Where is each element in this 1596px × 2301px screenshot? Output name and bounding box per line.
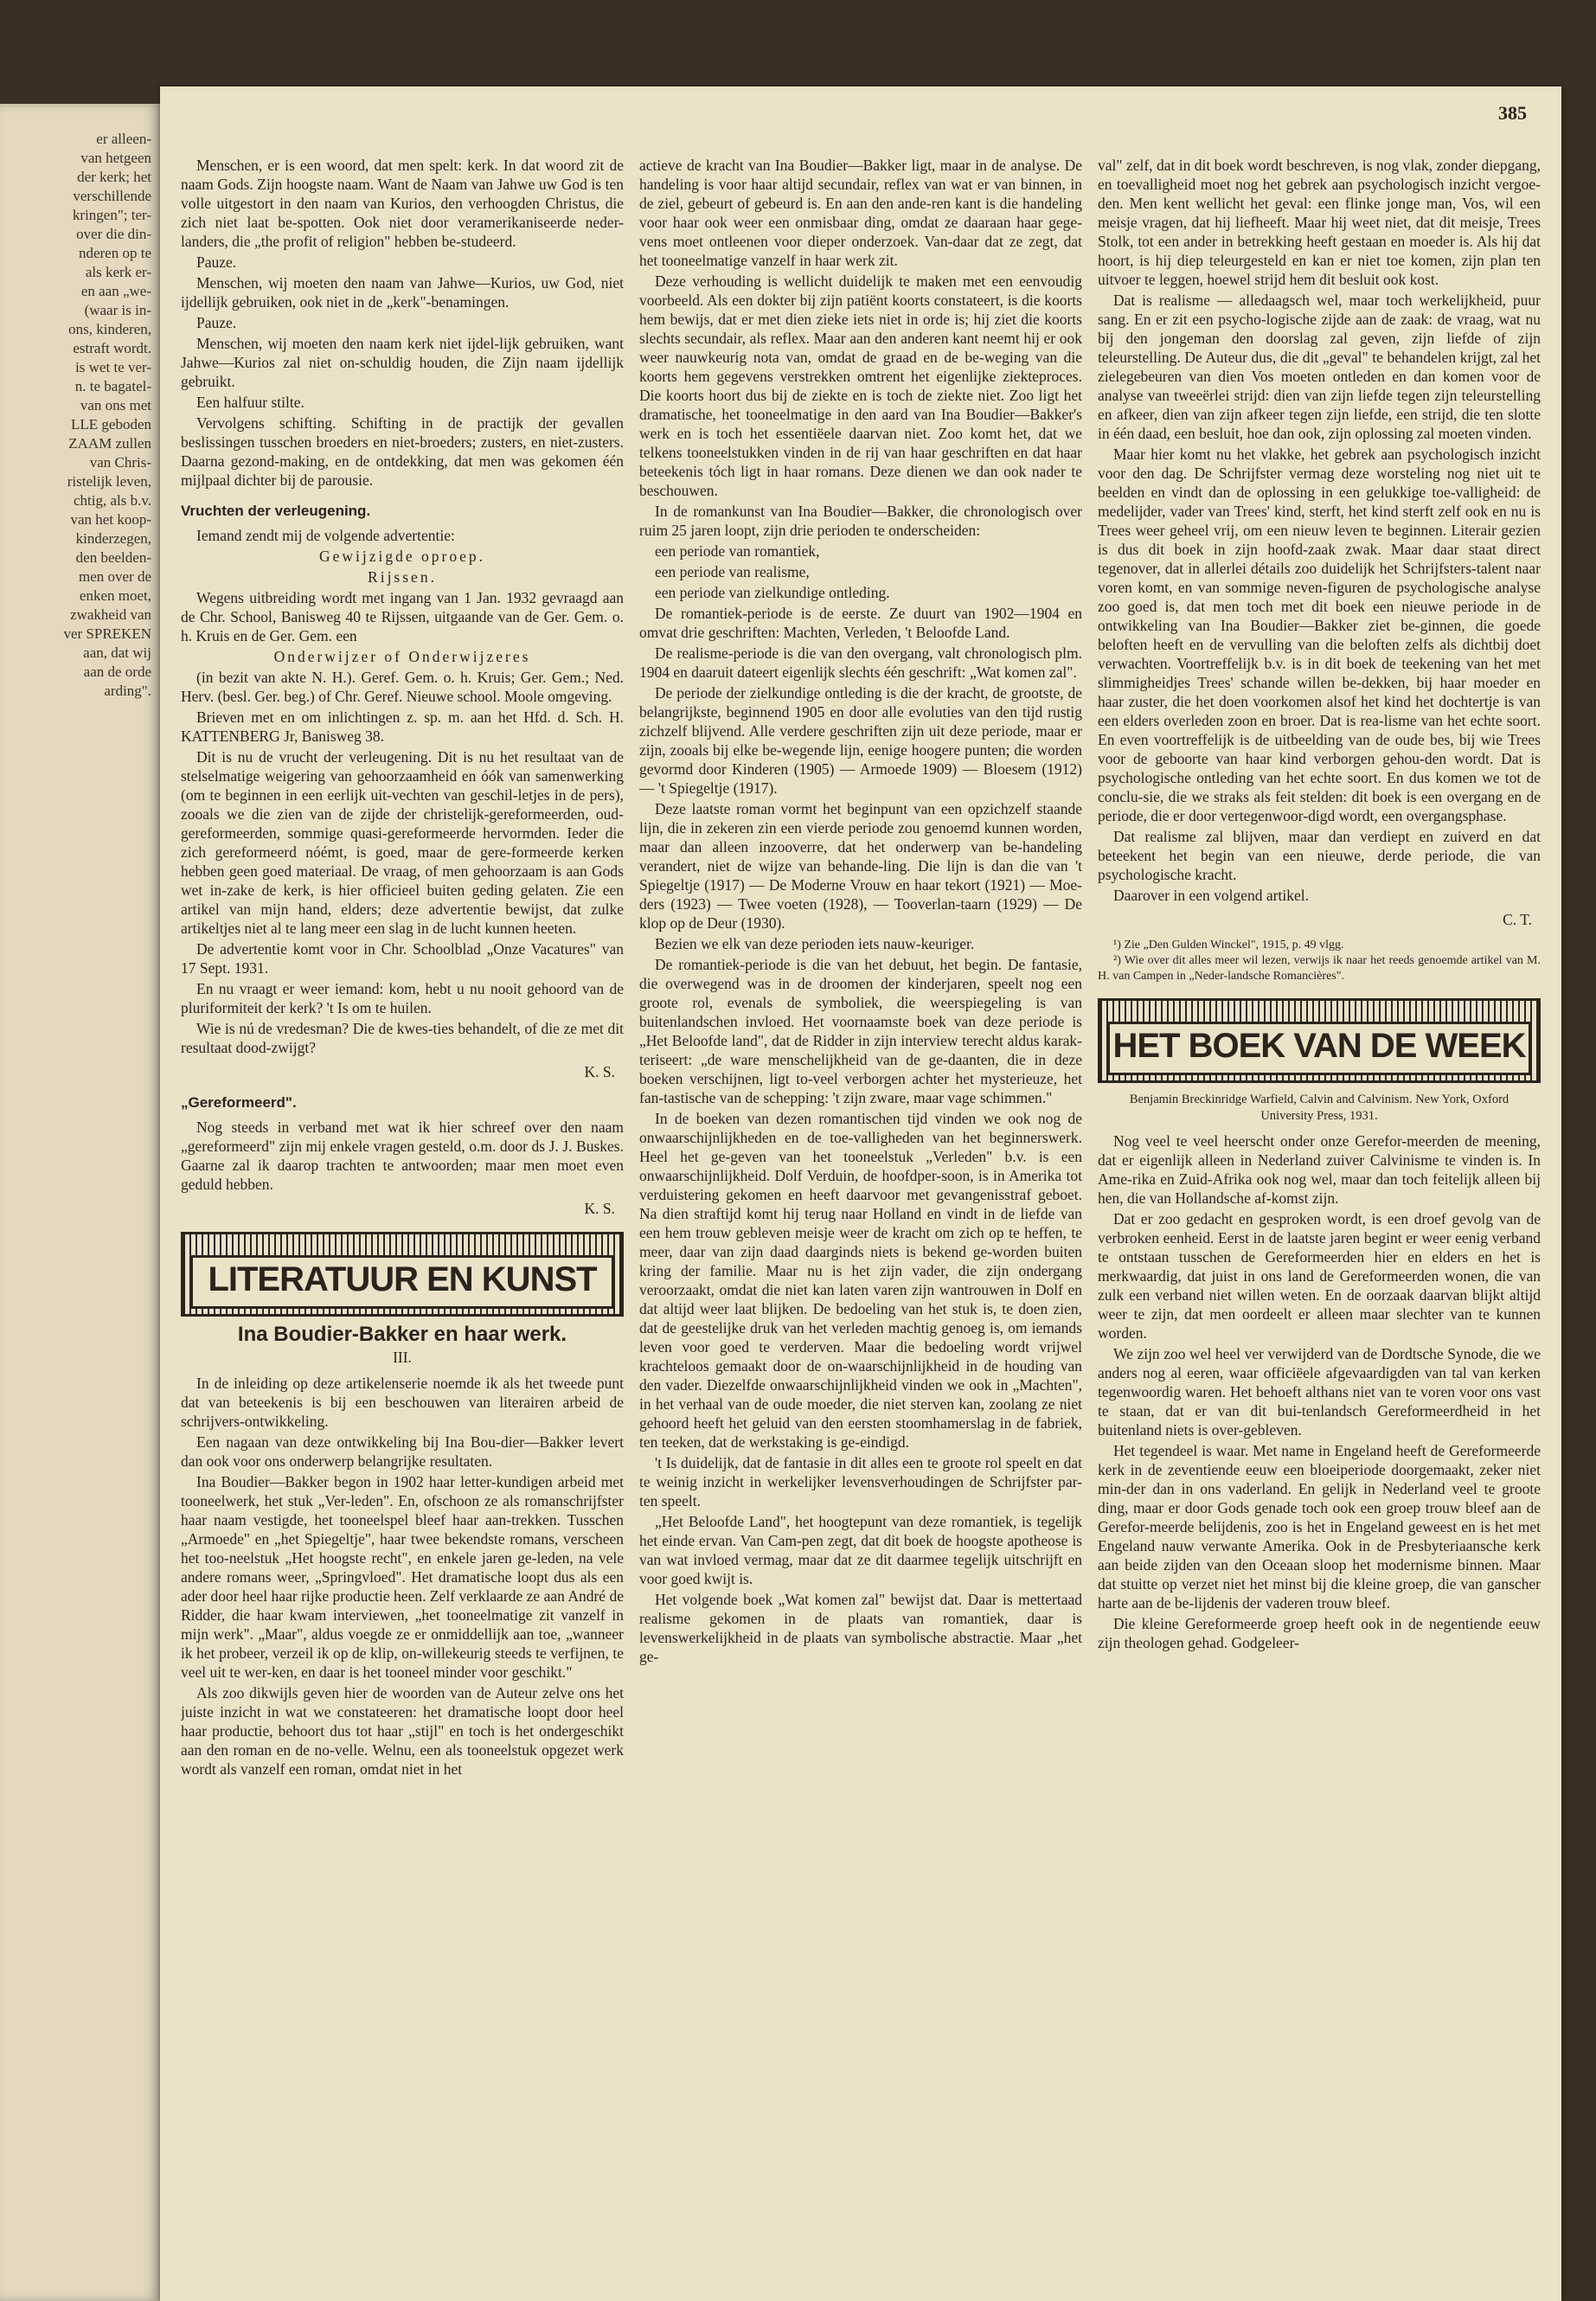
margin-fragment-line: arding". [104,683,151,699]
paragraph: Deze laatste roman vormt het beginpunt van een opzichzelf staande lijn, die in zekeren zin een vierde periode zou genoemd kunnen worden, maar dan alleen inzooverre, dat het onderwerp van be-handeling verandert, niet de wijze van behande-ling. Die lijn is dan die van 't Spiegeltje (1917) — De Moderne Vrouw en haar tekort (1921) — Moe-ders (1923) — Twee voeten (1928), — Tooverlan-taarn (1929) — De klop op de Deur (1930). [639,800,1082,932]
margin-fragments [0,104,160,701]
margin-fragment-line: nderen op te [78,245,151,261]
margin-fragment-line: men over de [78,568,151,585]
paragraph: Dat is realisme — alledaagsch wel, maar toch werkelijkheid, puur sang. En er zit een psycho-logische zijde aan de zaak: de vraag, wat nu bij den jongeman den doorslag zal geven, zijn liefde of zijn teleurstelling. De Auteur dus, die dit „geval" te behandelen krijgt, zal het zielegebeuren van dien Vos moeten ontleden en dan komen voor de analyse van tweeërlei strijd: dien van zijn liefde tegen zijn teleurstelling en afkeer, dien van zijn afkeer tegen zijn liefde, een strijd, die ten slotte in één daad, een besluit, hoe dan ook, zijn oplossing zal moeten vinden. [1098,292,1541,442]
margin-fragment-line: van ons met [80,397,151,413]
margin-fragment-line: enken moet, [79,587,151,604]
paragraph: Het volgende boek „Wat komen zal" bewijst dat. Daar is mettertaad realisme gekomen in de plaats van romantiek, daar is levenswerkelijkheid in de plaats van symbolische abstractie. Maar „het ge- [639,1591,1082,1665]
signature: K. S. [584,1200,615,1217]
paragraph: Menschen, wij moeten den naam kerk niet ijdel-lijk gebruiken, want Jahwe—Kurios zal niet on-schuldig houden, die Zijn naam ijdellijk gebruikt. [181,335,624,390]
paragraph: We zijn zoo wel heel ver verwijderd van de Dordtsche Synode, die we anders nog al eeren, waar officiëele afgevaardigden van tal van kerken tegenwoordig waren. Het behoeft althans niet van te voren voor ons vast te staan, dat er van dit bui-tenlandsch Gereformeerdheid in het buitenland niets is over-gebleven. [1098,1345,1541,1439]
margin-fragment-line: van het koop- [70,511,151,528]
paragraph: Bezien we elk van deze perioden iets nauw-keuriger. [655,935,975,952]
ad-heading: Gewijzigde oproep. [318,548,485,565]
margin-fragment-line: n. te bagatel- [74,378,151,394]
paragraph: Het tegendeel is waar. Met name in Engeland heeft de Gereformeerde kerk in de zeventiende eeuw een bloeiperiode doorgemaakt, zeker niet min-der dan in ons vaderland. En gelijk in Nederland veel te groote ding, maar er door Gods genade toch ook een groep trouw bleef aan de Gerefor-meerde belijdenis, zoo is het in Engeland geweest en is het met Engeland nauw verwante Amerika. Ook in de Presbyteriaansche kerk aan beide zijden van den Oceaan sloop het modernisme binnen. Maar dat stuitte op verzet niet het minst bij die kleine groep, die van ganscher harte aan de be-lijdenis der vaderen trouw bleef. [1098,1442,1541,1612]
paragraph: Pauze. [196,253,237,271]
paragraph: Die kleine Gereformeerde groep heeft ook in de negentiende eeuw zijn theologen gehad. Godgeleer- [1098,1615,1541,1651]
paragraph: val" zelf, dat in dit boek wordt beschreven, is nog vlak, zonder diepgang, en toevalligheid moet nog het gebrek aan psychologisch inzicht vergoe-den. Men kent wellicht het geval: een flinke jonge man, Vos, wil een meisje vragen, dat hij liefheeft. Maar hij weet niet, dat dit meisje, Trees Stolk, tot een ander in betrekking heeft gestaan en moeder is. Als hij dat hoort, is hij diep teleurgesteld en kan er niet toe komen, zijn plan ten uitvoer te leggen, hoewel strijd hem dit besluit ook kost. [1098,157,1541,288]
book-of-week-banner [1098,998,1541,1083]
paragraph: Een halfuur stilte. [196,394,304,411]
paragraph: Vervolgens schifting. Schifting in de practijk der gevallen beslissingen tusschen broeders en niet-broeders; zusters, en niet-zusters. Daarna gezond-making, en de ontdekking, dat men was gekomen één mijlpaal dichter bij de parousie. [181,414,624,489]
margin-fragment-line: is wet te ver- [75,359,151,375]
margin-fragment-line: ZAAM zullen [68,435,151,452]
margin-fragment-line: van Chris- [89,454,151,471]
article-numeral: III. [393,1349,412,1366]
margin-fragment-line: estraft wordt. [73,340,151,356]
paragraph: De realisme-periode is die van den overgang, valt chronologisch plm. 1904 en daaruit dateert eigenlijk slechts één geschrift: „Wat komen zal". [639,644,1082,681]
paragraph: Als zoo dikwijls geven hier de woorden van de Auteur zelve ons het juiste inzicht in wat we constateeren: het dramatische loopt door heel haar productie, behoort dus tot haar „stijl" en toch is het ondergeschikt aan den roman en de no-velle. Welnu, een als tooneelstuk opgezet werk wordt als vanzelf een roman, omdat niet in het [181,1684,624,1778]
list-item: een periode van romantiek, [655,542,820,560]
margin-fragment-line: ons, kinderen, [68,321,151,337]
ad-text: (in bezit van akte N. H.). Geref. Gem. o. h. Kruis; Ger. Gem.; Ned. Herv. (besl. Ger. beg.) of Chr. Geref. Nieuwe school. Moole omgeving. [181,669,624,705]
ad-text: Brieven met en om inlichtingen z. sp. m. aan het Hfd. d. Sch. H. KATTENBERG Jr, Banisweg 38. [181,708,624,745]
paragraph: Dat er zoo gedacht en gesproken wordt, is een droef gevolg van de verbroken eenheid. Eerst in de laatste jaren begint er weer eenig verband te ontstaan tusschen de Gereformeerden hier en elders en het is merkwaardig, dat juist in ons land de Gereformeerden wonen, die van zulk een verband niet willen weten. En de oorzaak daarvan blijkt altijd weer te zijn, dat men oordeelt er alleen maar slechter van te kunnen worden. [1098,1210,1541,1342]
ad-text: Wegens uitbreiding wordt met ingang van 1 Jan. 1932 gevraagd aan de Chr. School, Banisweg 40 te Rijssen, uitgaande van de Ger. Gem. o. h. Kruis en de Ger. Gem. een [181,589,624,644]
paragraph: Iemand zendt mij de volgende advertentie: [196,527,455,544]
signature: C. T. [1503,911,1532,928]
article-title: Ina Boudier-Bakker en haar werk. [237,1323,567,1346]
column-1 [181,156,624,2275]
paragraph: actieve de kracht van Ina Boudier—Bakker ligt, maar in de analyse. De handeling is voor haar altijd secundair, reflex van wat er van binnen, in de ziel, gebeurt of gebeurd is. En aan den ande-ren kant is die handeling voor haar ook weer een onmisbaar ding, omdat ze daaraan haar gege-vens moet ontleenen voor dieper onderzoek. Van-daar dat ze zegt, dat het tooneelmatige vanzelf in haar werk zit. [639,157,1082,269]
margin-fragment-line: aan, dat wij [83,644,151,661]
margin-fragment-line: (waar is in- [84,302,151,318]
column-3 [1098,156,1541,2275]
margin-fragment-line: chtig, als b.v. [73,492,151,509]
page-number: 385 [1498,102,1527,124]
paragraph: Deze verhouding is wellicht duidelijk te maken met een eenvoudig voorbeeld. Als een dokter bij zijn patiënt koorts constateert, is die koorts hem bewijs, dat er met dien zieke iets niet in orde is; hij ziet die koorts slechts secundair, als reflex. Maar aan den anderen kant neemt hij er ook weer nauwkeurig nota van, omdat de graad en de be-weging van die koorts hem gegevens verstrekken omtrent het eigenlijke ziekteproces. Die koorts hoort dus bij de ziekte en is toch de ziekte niet. Zoo ligt het dramatische, het tooneelmatige in den aard van Ina Boudier—Bakker's werk en is toch het essentiëele daarvan niet. Zoo komt het, dat we telkens tooneelstukken vinden in de rij van haar geschriften en dat haar beteekenis tóch ligt in haar romans. Deze dienen we dan ook nader te beschouwen. [639,272,1082,499]
paragraph: De advertentie komt voor in Chr. Schoolblad „Onze Vacatures" van 17 Sept. 1931. [181,940,624,977]
paragraph: Wie is nú de vredesman? Die de kwes-ties behandelt, of die ze met dit resultaat dood-zwijgt? [181,1020,624,1056]
margin-fragment-line: aan de orde [83,663,151,680]
margin-fragment-line: over die din- [76,226,151,242]
paragraph: Nog veel te veel heerscht onder onze Gerefor-meerden de meening, dat er eigenlijk alleen in Nederland zuiver Calvinisme te vinden is. In Ame-rika en Zuid-Afrika ook nog wel, maar dan toch feitelijk alleen bij hen, die van Hollandsche af-komst zijn. [1098,1132,1541,1207]
footnote: ²) Wie over dit alles meer wil lezen, verwijs ik naar het reeds genoemde artikel van M. H. van Campen in „Neder-landsche Romancières". [1098,954,1541,983]
paragraph: Maar hier komt nu het vlakke, het gebrek aan psychologisch inzicht voor den dag. De Schrijfster vermag deze worsteling nog niet uit te beelden en vindt dan de oplossing in een gelukkige toe-valligheid: de medelijder, vader van Trees' kind, sterft, het kind sterft zelf ook en nu is Trees weer geheel vrij, om een nieuw leven te beginnen. Literair gezien is dus dit boek in zijn hoofd-zaak zwak. Maar daar staat direct tegenover, dat in allerlei détails zoo duidelijk het Schrijfsters-talent naar voren komt, en van sommige neven-figuren de psychologische analyse zoo goed is, dat men toch met dit boek een nieuwe periode in de ontwikkeling van Ina Boudier—Bakker ziet be-ginnen, die goede beloften heeft en de vervulling van die beloften zelfs als dichtbij doet verwachten. Voortreffelijk b.v. is in dit boek de teekening van het met slimmigheidjes Trees' schande willen be-dekken, bij haar moeder en haar zuster, die het doen voorkomen alsof het kind het dochtertje is van een elders overleden zoon en broer. Dat is rea-lisme van het echte soort. En even voortreffelijk is de uitbeelding van de oude bes, bij wie Trees voor de geboorte van haar kind verborgen gehou-den wordt. Dat is psychologische ontleding van het echte soort. En dus komen we tot de conclu-sie, die we straks als feit stelden: dit boek is een overgang en de periode, die er door vertegenwoor-digd wordt, een overgangsphase. [1098,445,1541,824]
margin-fragment-line: der kerk; het [77,169,151,185]
ad-position: Onderwijzer of Onderwijzeres [273,648,531,665]
margin-fragment-line: den beelden- [75,549,151,566]
previous-page-edge [0,104,160,2301]
section-heading: „Gereformeerd". [181,1094,297,1111]
margin-fragment-line: kringen"; ter- [72,207,151,223]
paragraph: Dit is nu de vrucht der verleugening. Dit is nu het resultaat van de stelselmatige weigering van gehoorzaamheid en óók van samenwerking (om te beginnen in een eerlijk uit-vechten van geschil-letjes in de pers), zooals we die zien van de zijde der christelijk-gereformeerden, oud-gereformeerden, sommige quasi-gereformeerde hervormden. Ieder die zich gereformeerd nóémt, is goed, maar de gere-formeerde kerken hebben geen goed materiaal. De vraag, of men gehoorzaam is aan Gods wet in-zake de kerk, is hier officieel buiten geding gelaten. Zie een artikel van mijn hand, elders; deze advertentie bewijst, dat zulke artikeltjes niet al te lang meer een slag in de lucht kunnen heeten. [181,748,624,937]
margin-fragment-line: als kerk er- [85,264,151,280]
column-2 [639,156,1082,2275]
paragraph: „Het Beloofde Land", het hoogtepunt van deze romantiek, is tegelijk het einde ervan. Van Cam-pen zegt, dat dit boek de hoogste apotheose is van wat invloed vermag, maar dat ze dit daarmee tegelijk uitschrijft en voor goed kwijt is. [639,1513,1082,1587]
paragraph: Menschen, er is een woord, dat men spelt: kerk. In dat woord zit de naam Gods. Zijn hoogste naam. Want de Naam van Jahwe uw God is ten volle uitgestort in den naam van Kurios, den verhoogden Christus, die zich niet laat be-spotten. Ook niet door veramerikaniseerde neder-landers, die „the profit of religion" hebben be-studeerd. [181,157,624,250]
paragraph: Dat realisme zal blijven, maar dan verdiept en zuiverd en dat beteekent het begin van een nieuwe, derde periode, die van psychologische kracht. [1098,828,1541,883]
paragraph: Pauze. [196,314,237,331]
paragraph: Ina Boudier—Bakker begon in 1902 haar letter-kundigen arbeid met tooneelwerk, het stuk „Ver-leden". En, ofschoon ze als romanschrijfster haar naam vestigde, het tooneelspel bleef haar aan-trekken. Tusschen „Armoede" en „het Spiegeltje", haar twee bekendste romans, verscheen het too-neelstuk „Het hoogste recht", en enkele jaren ge-leden, na vele andere romans weer, „Springvloed". Het dramatische loopt dus als een ader door heel haar rijke productie heen. Zelf verklaarde ze aan André de Ridder, die haar kwam interviewen, „het tooneelmatige zit vanzelf in mijn werk". „Maar", aldus voegde ze er onmiddellijk aan toe, „wanneer ik het probeer, verzeil ik op de klip, on-willekeurig steeds te verfijnen, te veel uit te wer-ken, en daar is het tooneel minder voor geschikt." [181,1473,624,1681]
ad-place: Rijssen. [368,568,437,586]
paragraph: In de romankunst van Ina Boudier—Bakker, die chronologisch over ruim 25 jaren loopt, zijn drie perioden te onderscheiden: [639,503,1082,539]
paragraph: De romantiek-periode is de eerste. Ze duurt van 1902—1904 en omvat drie geschriften: Machten, Verleden, 't Beloofde Land. [639,605,1082,641]
literature-banner [181,1232,624,1317]
paragraph: Daarover in een volgend artikel. [1113,887,1309,904]
footnote: ¹) Zie „Den Gulden Winckel", 1915, p. 49 vlgg. [1113,939,1344,952]
paragraph: Een nagaan van deze ontwikkeling bij Ina Bou-dier—Bakker levert dan ook voor ons onderwerp belangrijke resultaten. [181,1433,624,1470]
newspaper-page [160,87,1561,2301]
paragraph: Menschen, wij moeten den naam van Jahwe—Kurios, uw God, niet ijdellijk gebruiken, ook niet in de „kerk"-benamingen. [181,274,624,311]
margin-fragment-line: zwakheid van [70,606,151,623]
margin-fragment-line: verschillende [73,188,151,204]
signature: K. S. [584,1063,615,1080]
list-item: een periode van zielkundige ontleding. [655,584,890,601]
banner-title: LITERATUUR EN KUNST [190,1255,614,1309]
paragraph: Nog steeds in verband met wat ik hier schreef over den naam „gereformeerd" zijn mij enkele vragen gesteld, o.m. door ds J. J. Buskes. Gaarne zal ik daarop trachten te antwoorden; maar men moet even geduld hebben. [181,1118,624,1193]
paragraph: In de boeken van dezen romantischen tijd vinden we ook nog de onwaarschijnlijkheden en de toe-valligheden van het beginnerswerk. Heel het ge-geven van het tooneelstuk „Verleden" b.v. is een onwaarschijnlijkheid. Dolf Verduin, de hoofdper-soon, is in Amerika tot verduistering gekomen en heeft daarvoor met gevangenisstraf geboet. Na dien straftijd komt hij terug naar Holland en vindt in de liefde van een hem trouw gebleven meisje weer de kracht om zich op te heffen, te meer, daar van zijn daad daarginds niets is bekend ge-worden buiten kring der familie. Maar nu is het zijn vader, die zijn ondergang veroorzaakt, omdat die niet kan laten varen zijn wantrouwen in Dolf en dat altijd weer laat blijken. De bedoeling van het stuk is, te doen zien, dat de geestelijke druk van het verleden machtig genoeg is, om iemands leven voor goed te verderven. Maar die bedoeling wordt vrijwel krachteloos gemaakt door de on-waarschijnlijkheid in de houding van den vader. Diezelfde onwaarschijnlijkheid vinden we ook in „Machten", in het verhaal van de oude moeder, die niet sterven kan, zoolang ze niet gehoord heeft het geluid van den eersten stoomhamerslag in de fabriek, ten teeken, dat de werkstaking is ge-eindigd. [639,1110,1082,1451]
paragraph: 't Is duidelijk, dat de fantasie in dit alles een te groote rol speelt en dat te weinig inzicht in werkelijker levensverhoudingen de Schrijfster par-ten speelt. [639,1454,1082,1509]
margin-fragment-line: ver SPREKEN [63,625,151,642]
margin-fragment-line: van hetgeen [80,150,151,166]
footnotes [1098,938,1541,984]
banner-title: HET BOEK VAN DE WEEK [1107,1022,1531,1075]
margin-fragment-line: ristelijk leven, [67,473,151,490]
section-heading: Vruchten der verleugening. [181,503,371,519]
list-item: een periode van realisme, [655,563,810,580]
paragraph: De romantiek-periode is die van het debuut, het begin. De fantasie, die overwegend was in de droomen der kinderjaren, speelt nog een groote rol, evenals de symboliek, die weerspiegeling is van buitenlandschen invloed. Het voornaamste boek van deze periode is „Het Beloofde land", dat de Ridder in zijn interview terecht aldus karak-teriseert: „de ware menschelijkheid van de ge-daanten, die in deze boeken verschijnen, ligt to-veel verborgen achter het mysterieuze, het fan-tastische van de schepping: 't zijn zware, maar vage schimmen." [639,956,1082,1106]
book-info: Benjamin Breckinridge Warfield, Calvin and Calvinism. New York, Oxford University Press, 1931. [1129,1093,1509,1123]
paragraph: De periode der zielkundige ontleding is die der kracht, de grootste, de belangrijkste, beginnend 1905 en door alle evoluties van den tijd rustig zichzelf blijvend. Alle verdere geschriften zijn uit deze periode, maar er zijn, zooals bij elke be-wegende lijn, eenige hoogere punten; die worden gevormd door Kinderen (1905) — Armoede 1909) — Bloesem (1912) — 't Spiegeltje (1917). [639,684,1082,797]
paragraph: En nu vraagt er weer iemand: kom, hebt u nu nooit gehoord van de pluriformiteit der kerk? 't Is om te huilen. [181,980,624,1016]
margin-fragment-line: er alleen- [96,131,151,147]
margin-fragment-line: kinderzegen, [75,530,151,547]
margin-fragment-line: en aan „we- [80,283,151,299]
paragraph: In de inleiding op deze artikelenserie noemde ik als het tweede punt dat van beteekenis is bij een beschouwen van literairen arbeid de schrijvers-ontwikkeling. [181,1375,624,1430]
margin-fragment-line: LLE geboden [71,416,151,433]
